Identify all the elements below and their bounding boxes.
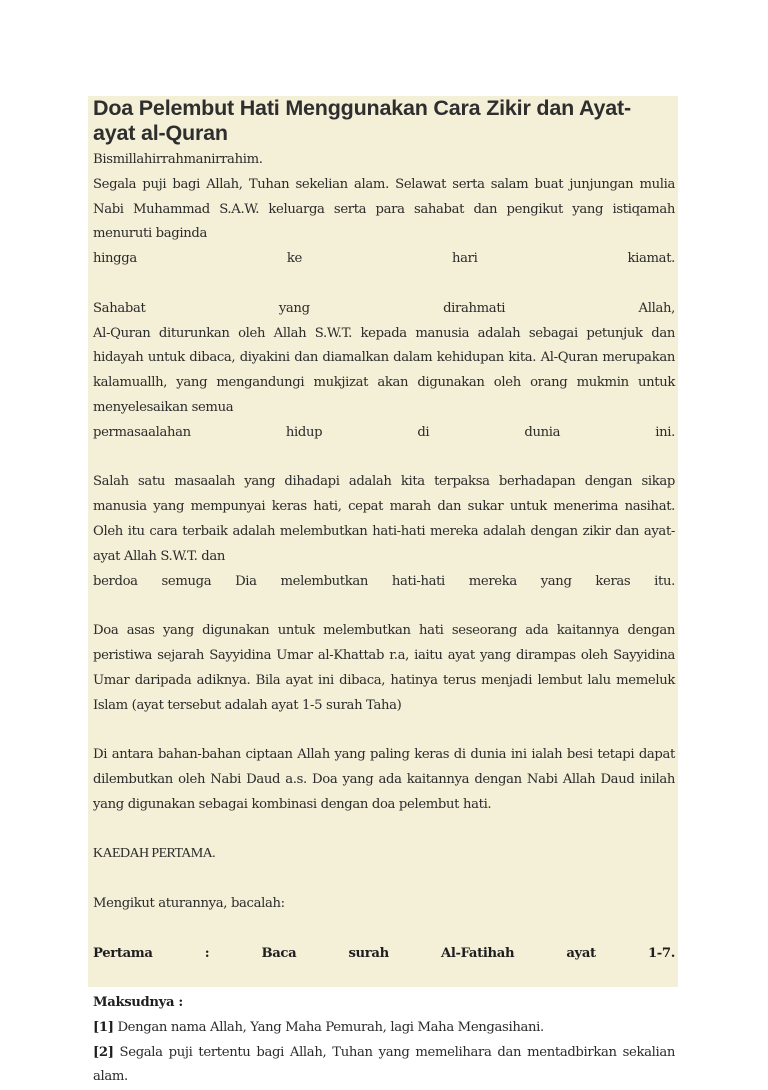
word: ini. [655, 424, 675, 440]
meaning-heading: Maksudnya : [93, 995, 183, 1011]
word: permasaalahan [93, 424, 191, 440]
paragraph-problem: Salah satu masaalah yang dihadapi adalah kita terpaksa berhadapan dengan sikap manusia yang mempunyai keras hati, cepat marah dan sukar untuk menerima nasihat. Oleh itu cara terbaik adalah melembutkan hati-hati mereka adalah dengan zikir dan ayat-ayat Allah S.W.T. dan [93, 474, 675, 564]
word: itu. [654, 573, 675, 589]
word: mereka [468, 573, 517, 589]
word: hati-hati [391, 573, 445, 589]
paragraph-umar: Doa asas yang digunakan untuk melembutkan hati seseorang ada kaitannya dengan peristiwa sejarah Sayyidina Umar al-Khattab r.a, iaitu ayat yang dirampas oleh Sayyidina Umar daripada adiknya. Bila ayat ini dibaca, hatinya terus menjadi lembut lalu memeluk Islam (ayat tersebut adalah ayat 1-5 surah Taha) [93, 623, 675, 713]
document-content [93, 96, 675, 1090]
meaning-number: [2] [93, 1044, 114, 1060]
document-page [88, 96, 678, 1085]
word: yang [278, 300, 310, 316]
spacer [93, 818, 675, 843]
spacer [93, 867, 675, 892]
word: dunia [524, 424, 561, 440]
paragraph-greeting: Segala puji bagi Allah, Tuhan sekelian alam. Selawat serta salam buat junjungan mulia Nabi Muhammad S.A.W. keluarga serta para sahabat dan pengikut yang istiqamah menuruti baginda [93, 176, 675, 242]
word: semuga [161, 573, 212, 589]
meaning-text: Segala puji tertentu bagi Allah, Tuhan yang memelihara dan mentadbirkan sekalian alam. [93, 1044, 675, 1085]
spacer [93, 594, 675, 619]
word: : [204, 945, 210, 961]
instruction-text: Mengikut aturannya, bacalah: [93, 895, 285, 911]
paragraph-daud: Di antara bahan-bahan ciptaan Allah yang paling keras di dunia ini ialah besi tetapi dapat dilembutkan oleh Nabi Daud a.s. Doa yang ada kaitannya dengan Nabi Allah Daud inilah yang digunakan sebagai kombinasi dengan doa pelembut hati. [93, 747, 675, 812]
meaning-text: Dengan nama Allah, Yang Maha Pemurah, lagi Maha Mengasihani. [113, 1019, 544, 1035]
paragraph-greeting-last-line [93, 247, 675, 272]
section-heading: KAEDAH PERTAMA. [93, 846, 216, 862]
word: Sahabat [93, 300, 146, 316]
spacer [93, 917, 675, 942]
paragraph-quran: Al-Quran diturunkan oleh Allah S.W.T. kepada manusia adalah sebagai petunjuk dan hidayah untuk dibaca, diyakini dan diamalkan dalam kehidupan kita. Al-Quran merupakan kalamuallh, yang mengandungi mukjizat akan digunakan oleh orang mukmin untuk menyelesaikan semua [93, 325, 675, 415]
word: Al-Fatihah [440, 945, 515, 961]
word: kiamat. [627, 251, 675, 267]
word: ke [286, 251, 302, 267]
word: ayat [566, 945, 596, 961]
word: keras [595, 573, 631, 589]
paragraph-quran-first-line [93, 297, 675, 322]
word: surah [348, 945, 389, 961]
paragraph-quran-last-line [93, 421, 675, 446]
spacer [93, 966, 675, 991]
title-line-1: Doa Pelembut Hati Menggunakan Cara Zikir dan Ayat- [93, 96, 631, 120]
word: yang [540, 573, 572, 589]
step-label: Pertama [93, 945, 153, 961]
spacer [93, 446, 675, 471]
word: hidup [285, 424, 323, 440]
word: Baca [261, 945, 297, 961]
title-line-2: ayat al-Quran [93, 121, 228, 145]
meaning-item [93, 1016, 675, 1041]
opening-line: Bismillahirrahmanirrahim. [93, 152, 263, 167]
word: hari [452, 251, 478, 267]
word: berdoa [93, 573, 138, 589]
step-line [93, 942, 675, 967]
meaning-number: [1] [93, 1019, 114, 1035]
document-title [93, 96, 675, 146]
word: melembutkan [280, 573, 369, 589]
paragraph-problem-last-line [93, 570, 675, 595]
spacer [93, 718, 675, 743]
meaning-item [93, 1041, 675, 1090]
word: dirahmati [443, 300, 506, 316]
word: 1-7. [647, 945, 675, 961]
word: di [417, 424, 430, 440]
word: hingga [93, 251, 137, 267]
spacer [93, 272, 675, 297]
word: Allah, [638, 300, 675, 316]
word: Dia [235, 573, 257, 589]
